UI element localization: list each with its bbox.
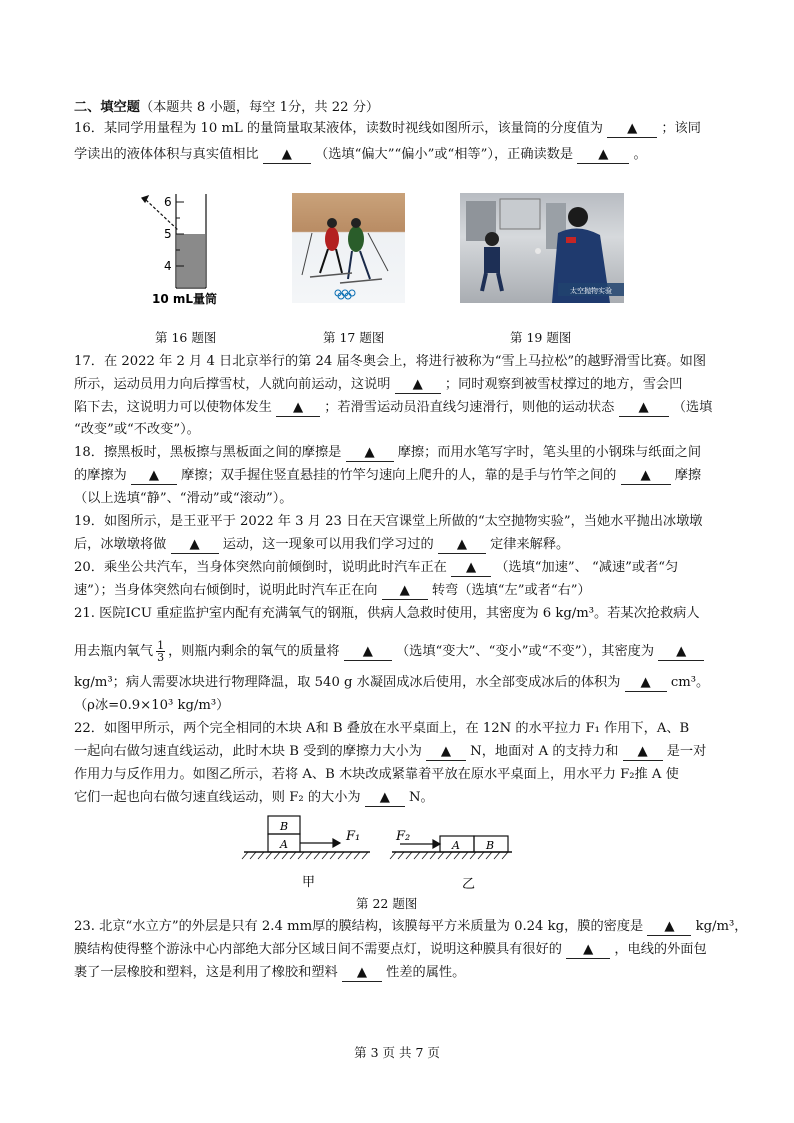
tick-label: 5 (164, 227, 172, 241)
q18-text: 摩擦 (674, 468, 702, 483)
cylinder-label: 10 mL量筒 (152, 292, 218, 306)
q18-line-3 (74, 490, 292, 507)
answer-blank[interactable]: ▲ (171, 536, 219, 554)
q18-text: 摩擦；而用水笔写字时，笔头里的小钢珠与纸面之间 (397, 445, 702, 460)
answer-blank[interactable]: ▲ (382, 582, 428, 600)
arrow-icon (433, 840, 440, 848)
answer-blank[interactable]: ▲ (263, 146, 311, 164)
answer-blank[interactable]: ▲ (131, 467, 177, 485)
q23-line-3 (74, 964, 465, 982)
q22-line-1 (74, 720, 689, 737)
q19-text: 19．如图所示，是王亚平于 2022 年 3 月 23 日在天宫课堂上所做的“太空抛物实验”，当她水平抛出冰墩墩 (74, 514, 703, 529)
q23-text: 性差的属性。 (386, 965, 466, 980)
q21-line-2 (74, 640, 704, 663)
q18-line-1 (74, 444, 701, 462)
page-footer: 第 3 页 共 7 页 (354, 1045, 440, 1060)
blocks-diagram (240, 812, 530, 894)
answer-blank[interactable]: ▲ (658, 643, 704, 661)
q21-text: cm³。 (670, 675, 710, 690)
tick-label: 6 (164, 195, 172, 209)
q18-text: 摩擦；双手握住竖直悬挂的竹竿匀速向上爬升的人，靠的是手与竹竿之间的 (181, 468, 617, 483)
answer-blank[interactable]: ▲ (566, 941, 610, 959)
q21-line-4 (74, 697, 229, 714)
q22-text: 22．如图甲所示，两个完全相同的木块 A和 B 叠放在水平桌面上，在 12N 的水平拉力 F₁ 作用下，A、B (74, 721, 690, 736)
block-b-label: B (486, 839, 495, 852)
space-station-photo (460, 193, 624, 303)
q21-text: 21. 医院ICU 重症监护室内配有充满氧气的钢瓶，供病人急救时使用，其密度为 6 kg/m³。若某次抢救病人 (74, 606, 700, 621)
q17-text: 17．在 2022 年 2 月 4 日北京举行的第 24 届冬奥会上，将进行被称为“雪上马拉松”的越野滑雪比赛。如图 (74, 354, 707, 369)
answer-blank[interactable]: ▲ (365, 789, 405, 807)
q17-text: 所示，运动员用力向后撑雪杖，人就向前运动，这说明 (74, 377, 391, 392)
q22-text: 它们一起也向右做匀速直线运动，则 F₂ 的大小为 (74, 790, 361, 805)
force-f2-label: F₂ (396, 829, 411, 844)
q23-text: 膜结构使得整个游泳中心内部绝大部分区域日间不需要点灯，说明这种膜具有很好的 (74, 942, 562, 957)
block-a-label: A (452, 839, 460, 852)
answer-blank[interactable]: ▲ (438, 536, 486, 554)
force-f1-label: F₁ (346, 829, 361, 844)
block-a-label: A (280, 838, 288, 851)
q21-line-3 (74, 674, 709, 692)
answer-blank[interactable]: ▲ (395, 376, 441, 394)
answer-blank[interactable]: ▲ (625, 674, 667, 692)
q16-text: 。 (633, 147, 647, 162)
skiing-photo (292, 193, 405, 303)
q20-line-2 (74, 582, 591, 600)
q22-line-2 (74, 743, 706, 761)
q22-text: N。 (408, 790, 434, 805)
q16-text: 学读出的液体体积与真实值相比 (74, 147, 259, 162)
q17-text: 陷下去，这说明力可以使物体发生 (74, 400, 272, 415)
figure-19-caption: 第 19 题图 (510, 330, 572, 345)
answer-blank[interactable]: ▲ (344, 643, 392, 661)
q22-text: 一起向右做匀速直线运动，此时木块 B 受到的摩擦力大小为 (74, 744, 422, 759)
q20-line-1 (74, 559, 678, 577)
q19-text: 运动，这一现象可以用我们学习过的 (222, 537, 434, 552)
q22-line-4 (74, 789, 434, 807)
q16-text: 16．某同学用量程为 10 mL 的量筒量取某液体，读数时视线如图所示，该量筒的分度值为 (74, 121, 603, 136)
answer-blank[interactable]: ▲ (621, 467, 671, 485)
q23-text: ，电线的外面包 (614, 942, 707, 957)
q17-text: （选填 (672, 400, 713, 415)
q23-line-1 (74, 918, 747, 936)
olympic-rings-icon (335, 290, 355, 299)
q23-line-2 (74, 941, 707, 959)
diagram-yi-label: 乙 (462, 877, 476, 892)
q18-text: 的摩擦为 (74, 468, 127, 483)
answer-blank[interactable]: ▲ (426, 743, 466, 761)
q16-text: （选填“偏大”“偏小”或“相等”），正确读数是 (315, 147, 574, 162)
diagram-jia-label: 甲 (302, 875, 316, 890)
graduated-cylinder-figure (130, 190, 240, 310)
q17-text: “改变”或“不改变”）。 (74, 422, 200, 437)
q21-text: ，则瓶内剩余的氧气的质量将 (168, 644, 340, 659)
q19-text: 后，冰墩墩将做 (74, 537, 167, 552)
q17-line-3 (74, 399, 712, 417)
answer-blank[interactable]: ▲ (647, 918, 691, 936)
q17-line-4 (74, 421, 200, 438)
q23-text: kg/m³， (695, 919, 748, 934)
q16-line-2 (74, 146, 647, 164)
section-header (74, 99, 379, 116)
q16-text: ；该同 (661, 121, 701, 136)
arrow-icon (333, 839, 340, 847)
q18-text: （以上选填“静”、“滑动”或“滚动”）。 (74, 491, 293, 506)
answer-blank[interactable]: ▲ (607, 120, 657, 138)
q21-text: 用去瓶内氧气 (74, 644, 154, 659)
answer-blank[interactable]: ▲ (342, 964, 382, 982)
q17-text: ；同时观察到被雪杖撑过的地方，雪会凹 (444, 377, 683, 392)
q19-line-2 (74, 536, 569, 554)
q21-line-1 (74, 605, 700, 622)
q18-text: 18．擦黑板时，黑板擦与黑板面之间的摩擦是 (74, 445, 342, 460)
answer-blank[interactable]: ▲ (623, 743, 663, 761)
q20-text: 速”）；当身体突然向右倾倒时，说明此时汽车正在向 (74, 583, 378, 598)
q22-line-3 (74, 766, 679, 783)
q21-text: kg/m³；病人需要冰块进行物理降温，取 540 g 水凝固成冰后使用，水全部变成冰后的体积为 (74, 675, 621, 690)
liquid-fill (177, 234, 205, 287)
q21-text: （选填“变大”、“变小”或“不变”），其密度为 (395, 644, 655, 659)
q17-line-1 (74, 353, 706, 370)
q19-text: 定律来解释。 (490, 537, 570, 552)
q21-text: （ρ冰=0.9×10³ kg/m³） (74, 698, 230, 713)
tick-label: 4 (164, 259, 172, 273)
q20-text: （选填“加速”、 “减速”或者“匀 (495, 560, 679, 575)
q23-text: 23. 北京“水立方”的外层是只有 2.4 mm厚的膜结构，该膜每平方米质量为 0.24 kg，膜的密度是 (74, 919, 644, 934)
answer-blank[interactable]: ▲ (346, 444, 394, 462)
block-b-label: B (280, 820, 289, 833)
q23-text: 裹了一层橡胶和塑料，这是利用了橡胶和塑料 (74, 965, 338, 980)
section-title: 二、填空题 (74, 100, 140, 115)
answer-blank[interactable]: ▲ (577, 146, 629, 164)
answer-blank[interactable]: ▲ (451, 559, 491, 577)
q19-line-1 (74, 513, 702, 530)
figure-22-caption: 第 22 题图 (356, 896, 418, 911)
q20-text: 转弯（选填“左”或者“右”） (431, 583, 591, 598)
answer-blank[interactable]: ▲ (619, 399, 669, 417)
q22-text: 作用力与反作用力。如图乙所示，若将 A、B 木块改成紧靠着平放在原水平桌面上，用水平力 F₂推 A 使 (74, 767, 679, 782)
q18-line-2 (74, 467, 701, 485)
figure-16-caption: 第 16 题图 (155, 330, 217, 345)
q16-line-1 (74, 120, 701, 138)
q20-text: 20．乘坐公共汽车，当身体突然向前倾倒时，说明此时汽车正在 (74, 560, 447, 575)
q22-text: N，地面对 A 的支持力和 (470, 744, 619, 759)
fraction: $\frac{1}{3}$ (157, 639, 165, 664)
photo-caption-overlay: 太空抛物实验 (570, 287, 612, 295)
q17-line-2 (74, 376, 682, 394)
q22-text: 是一对 (666, 744, 707, 759)
q17-text: ；若滑雪运动员沿直线匀速滑行，则他的运动状态 (324, 400, 615, 415)
figure-17-caption: 第 17 题图 (323, 330, 385, 345)
section-note: （本题共 8 小题，每空 1分，共 22 分） (139, 100, 380, 115)
answer-blank[interactable]: ▲ (276, 399, 320, 417)
